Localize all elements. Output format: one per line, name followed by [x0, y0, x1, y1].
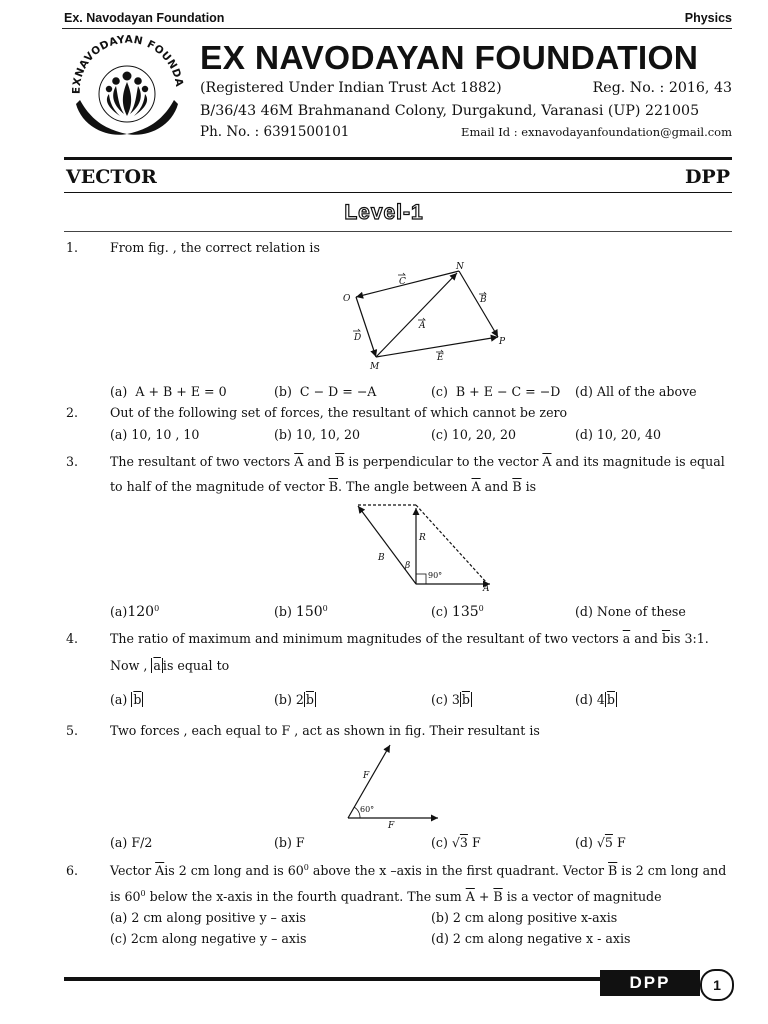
q3-label-R: R [419, 533, 426, 543]
q2-text: Out of the following set of forces, the resultant of which cannot be zero [110, 405, 568, 420]
title-divider-top [64, 157, 732, 160]
q2-option-c[interactable]: (c) 10, 20, 20 [431, 427, 516, 442]
q3-vec-A: $\overline{A}$ [294, 454, 304, 469]
q2-number: 2. [66, 405, 79, 420]
q6-option-c[interactable]: (c) 2cm along negative y – axis [110, 931, 307, 946]
q5-option-c[interactable]: (c) √3 F [431, 835, 481, 850]
q1-point-P: P [499, 337, 506, 347]
q5-label-60: 60° [360, 805, 375, 814]
footer-dpp-badge: DPP [600, 970, 700, 996]
q1-vector-C: C [399, 277, 406, 287]
title-divider-bottom [64, 192, 732, 193]
level-heading: Level-1 [344, 201, 424, 224]
q5-text: Two forces , each equal to F , act as shown in fig. Their resultant is [110, 723, 540, 738]
q1-option-b[interactable]: (b) C − D = −A [274, 384, 377, 399]
q4-option-a[interactable]: (a) $\overline{b}$ [110, 692, 142, 707]
q1-vector-E: E [437, 353, 444, 363]
foundation-logo [66, 34, 188, 146]
q1-point-M: M [370, 362, 380, 372]
q3-option-b[interactable]: (b) $150^0$ [274, 604, 328, 621]
q1-option-a[interactable]: (a) A + B + E = 0 [110, 384, 227, 399]
q5-label-F-horizontal: F [388, 821, 395, 828]
q6-line2: is $60^0$ below the x-axis in the fourth quadrant. The sum $\overline{A} + \overline{B}$ is a vector of magnitude [110, 889, 662, 905]
header-left: Ex. Navodayan Foundation [64, 11, 225, 25]
svg-text:EXNAVODAYAN FOUNDATION [66, 34, 185, 94]
level-divider [64, 231, 732, 232]
registration-text: (Registered Under Indian Trust Act 1882) [200, 80, 502, 96]
header-divider [62, 28, 732, 29]
email: Email Id : exnavodayanfoundation@gmail.com [461, 125, 732, 139]
q3-vec-B: $\overline{B}$ [335, 454, 345, 469]
q3-figure [340, 500, 500, 592]
q5-label-F-inclined: F [363, 771, 370, 781]
q5-number: 5. [66, 723, 79, 738]
q4-option-b[interactable]: (b) 2 $\overline{b}$ [274, 692, 314, 707]
q3-option-a[interactable]: $(a)120^0$ [110, 604, 160, 621]
header-right: Physics [684, 11, 732, 25]
q1-option-d[interactable]: (d) All of the above [575, 384, 697, 399]
q2-option-b[interactable]: (b) 10, 10, 20 [274, 427, 360, 442]
q5-option-b[interactable]: (b) F [274, 835, 305, 850]
organization-name: EX NAVODAYAN FOUNDATION [200, 40, 699, 77]
chapter-title: VECTOR [66, 166, 157, 188]
q3-line1: The resultant of two vectors $\overline{A}$ and $\overline{B}$ is perpendicular to the vector $\overline{A}$ and its magnitude is equal [110, 454, 725, 469]
q3-number: 3. [66, 454, 79, 469]
q4-line1: The ratio of maximum and minimum magnitudes of the resultant of two vectors $\overline{a}$ and $\overline{b}is$ 3:1. [110, 631, 709, 646]
q1-option-c-math: B + E − C = −D [455, 384, 561, 399]
q4-number: 4. [66, 631, 79, 646]
q1-option-c[interactable]: (c) B + E − C = −D [431, 384, 561, 399]
q4-line2: Now , $\overline{a}$ is equal to [110, 658, 230, 673]
q1-option-b-math: C − D = −A [299, 384, 377, 399]
q3-line2: to half of the magnitude of vector $\overline{B}$. The angle between $\overline{A}$ and $\overline{B}$ is [110, 479, 537, 494]
q2-option-a[interactable]: (a) 10, 10 , 10 [110, 427, 200, 442]
q3-option-c[interactable]: (c) $135^0$ [431, 604, 484, 621]
q5-figure [338, 740, 448, 828]
q1-vector-A: A [419, 321, 426, 331]
q1-vector-B: B [480, 295, 487, 305]
q2-option-d[interactable]: (d) 10, 20, 40 [575, 427, 661, 442]
q4-option-d[interactable]: (d) 4 $\overline{b}$ [575, 692, 615, 707]
q5-option-a[interactable]: (a) F/2 [110, 835, 153, 850]
page-number: 1 [700, 969, 734, 1001]
q1-option-a-math: A + B + E = 0 [135, 384, 227, 399]
phone-number: Ph. No. : 6391500101 [200, 124, 350, 140]
q3-label-90: 90° [428, 571, 443, 580]
q6-line1: Vector $\overline{A}is$ 2 cm long and is $60^0$ above the x –axis in the first quadrant. Vector $\overline{B}$ is 2 cm long and [110, 863, 727, 879]
q5-option-d[interactable]: (d) √5 F [575, 835, 626, 850]
q1-figure [335, 260, 515, 372]
q3-label-beta: β [405, 561, 411, 571]
q3-label-A: A [483, 584, 490, 592]
q3-option-d[interactable]: (d) None of these [575, 604, 686, 619]
logo-text: EXNAVODAYAN FOUNDA [70, 34, 186, 95]
sheet-type: DPP [684, 166, 730, 188]
q6-option-a[interactable]: (a) 2 cm along positive y – axis [110, 910, 306, 925]
address: B/36/43 46M Brahmanand Colony, Durgakund, Varanasi (UP) 221005 [200, 103, 700, 119]
q1-number: 1. [66, 240, 79, 255]
q1-point-N: N [456, 262, 464, 272]
q6-option-d[interactable]: (d) 2 cm along negative x - axis [431, 931, 631, 946]
q1-vector-D: D [354, 333, 362, 343]
q3-label-B: B [378, 553, 385, 563]
footer-line [64, 977, 604, 981]
q1-point-O: O [343, 294, 351, 304]
q1-text: From fig. , the correct relation is [110, 240, 320, 255]
q6-option-b[interactable]: (b) 2 cm along positive x-axis [431, 910, 618, 925]
q6-number: 6. [66, 863, 79, 878]
q4-option-c[interactable]: (c) 3 $\overline{b}$ [431, 692, 470, 707]
registration-number: Reg. No. : 2016, 43 [592, 80, 732, 96]
